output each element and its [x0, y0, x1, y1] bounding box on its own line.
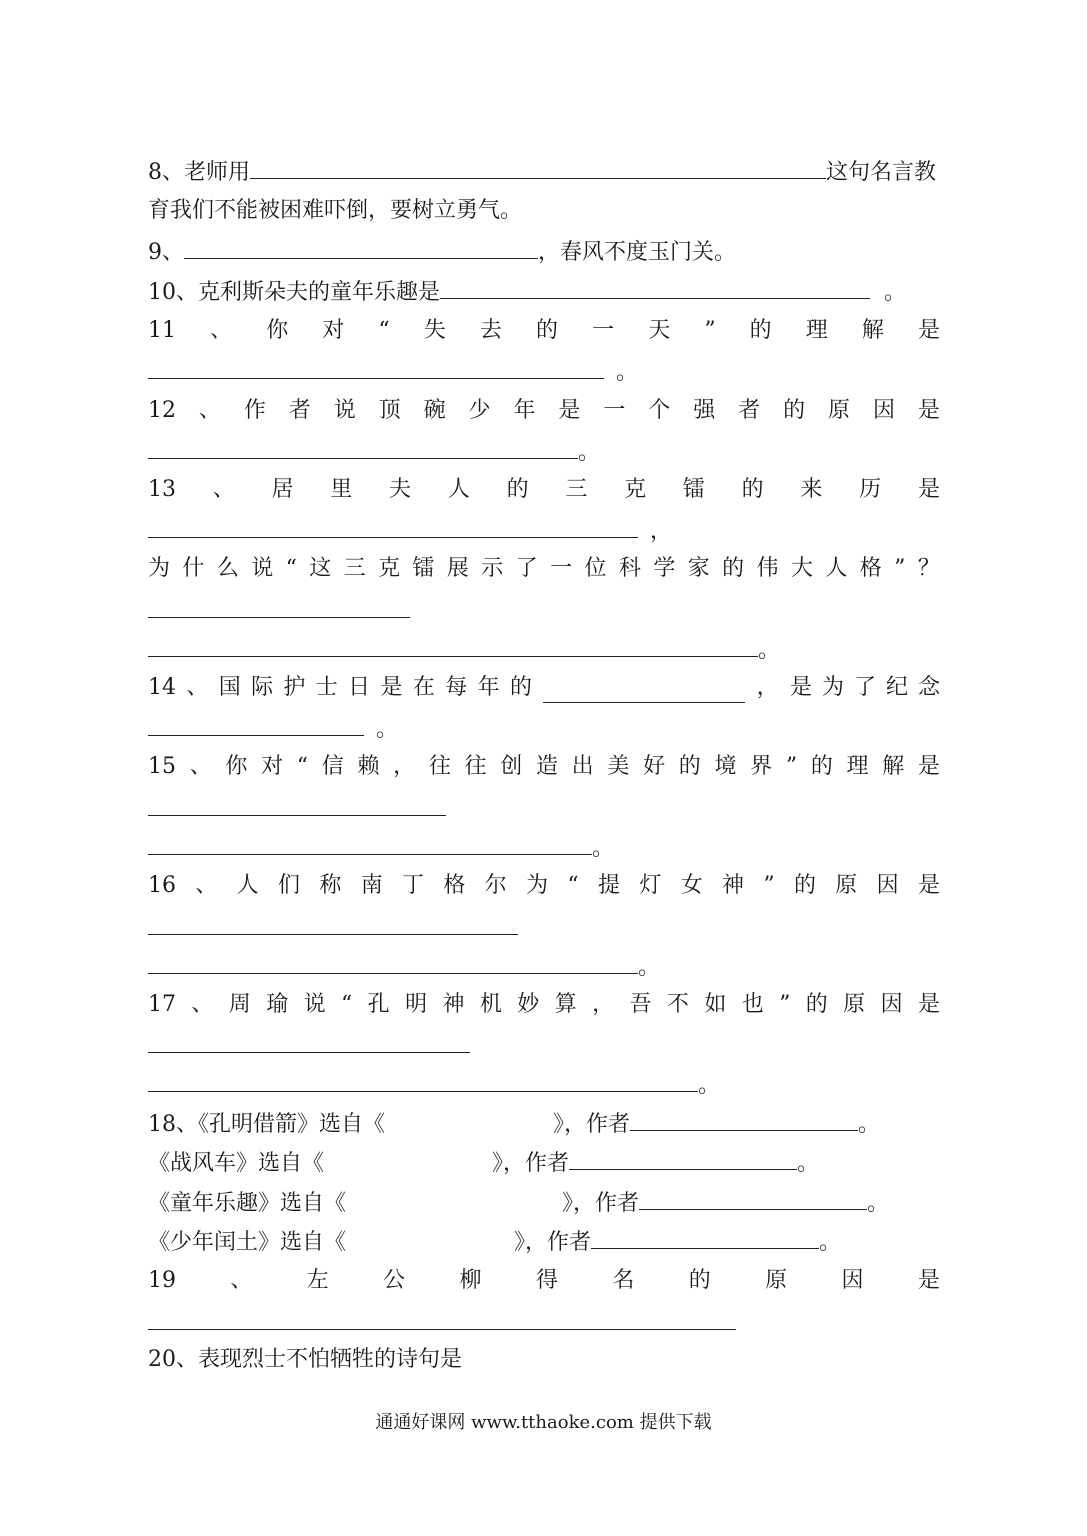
question-char: 顶	[378, 398, 401, 423]
question-char: 强	[693, 398, 716, 423]
blank[interactable]	[148, 713, 364, 736]
question-char: 出	[571, 754, 594, 779]
question-char: 天	[648, 318, 671, 343]
question-char: 来	[800, 477, 823, 502]
question-18-line2: 《战风车》选自《 》，作者 。	[148, 1147, 819, 1177]
question-char: 克	[624, 477, 647, 502]
question-19	[148, 1266, 940, 1296]
question-char: 原	[843, 992, 866, 1017]
question-char: 明	[405, 992, 428, 1017]
question-18-line1: 18、《孔明借箭》选自《 》，作者 。	[148, 1108, 880, 1138]
question-char: 是	[917, 873, 940, 898]
question-char: 赖	[357, 754, 380, 779]
question-17-answer: 。	[148, 1069, 720, 1099]
question-char: 是	[917, 754, 940, 779]
question-8-line1: 8、老师用 这句名言教	[148, 156, 936, 186]
question-char: 原	[828, 398, 851, 423]
blank[interactable]	[250, 156, 826, 179]
question-char: 在	[412, 675, 435, 700]
question-char: 的	[506, 477, 529, 502]
question-char: 三	[565, 477, 588, 502]
question-char: 的	[509, 675, 532, 700]
question-char: “	[567, 873, 579, 898]
question-char: 15	[148, 754, 176, 779]
blank[interactable]	[569, 1147, 797, 1170]
question-14: 14 、 国 际 护 士 日 是 在 每 年 的 ， 是 为 了 纪 念	[148, 673, 940, 703]
question-char: 不	[666, 992, 689, 1017]
question-char: 算	[554, 992, 577, 1017]
question-char: 、	[186, 675, 209, 700]
question-char: 你	[225, 754, 248, 779]
question-char: 左	[306, 1268, 329, 1293]
question-char: 什	[182, 556, 205, 581]
question-char: “	[296, 754, 309, 779]
question-char: 、	[230, 1268, 253, 1293]
question-char: 创	[500, 754, 523, 779]
question-char: 是	[917, 1268, 940, 1293]
question-char: 11	[148, 318, 176, 343]
question-char: 因	[872, 398, 895, 423]
question-char: ，	[592, 992, 615, 1017]
blank[interactable]	[148, 934, 518, 935]
question-char: 每	[445, 675, 468, 700]
question-11-answer: 。	[148, 356, 638, 386]
question-char: 学	[653, 556, 676, 581]
question-char: 得	[535, 1268, 558, 1293]
question-char: 的	[678, 754, 701, 779]
blank[interactable]	[148, 634, 758, 657]
question-char: ”	[894, 556, 906, 581]
question-char: 里	[330, 477, 353, 502]
blank[interactable]	[148, 356, 604, 379]
question-char: 为	[526, 873, 549, 898]
question-char: 的	[810, 754, 833, 779]
question-char: 周	[228, 992, 251, 1017]
question-12-answer: 。	[148, 436, 600, 466]
question-char: 机	[479, 992, 502, 1017]
question-char: 因	[876, 873, 899, 898]
question-char: 妙	[517, 992, 540, 1017]
question-char: 13	[148, 477, 176, 502]
question-char: 士	[315, 675, 338, 700]
question-char: 了	[853, 675, 876, 700]
question-char: 、	[189, 754, 212, 779]
question-16	[148, 871, 940, 901]
question-char: 是	[917, 992, 940, 1017]
blank[interactable]	[148, 1069, 698, 1092]
question-char: 一	[603, 398, 626, 423]
question-char: 的	[805, 992, 828, 1017]
blank[interactable]	[148, 951, 638, 974]
question-char: 际	[251, 675, 274, 700]
question-char: 是	[917, 477, 940, 502]
question-char: 解	[882, 754, 905, 779]
blank[interactable]	[639, 1187, 867, 1210]
question-char: 柳	[459, 1268, 482, 1293]
question-char: 的	[722, 556, 745, 581]
question-char: 这	[309, 556, 332, 581]
question-char: 护	[283, 675, 306, 700]
question-char: 、	[195, 873, 218, 898]
question-char: 也	[741, 992, 764, 1017]
blank[interactable]	[440, 276, 870, 299]
question-char: 的	[749, 318, 772, 343]
question-char: 、	[191, 992, 214, 1017]
question-char: 理	[846, 754, 869, 779]
question-char: “	[341, 992, 353, 1017]
blank[interactable]	[148, 815, 446, 816]
question-char: 吾	[629, 992, 652, 1017]
question-char: 尔	[484, 873, 507, 898]
question-char: 历	[859, 477, 882, 502]
question-13-answer: ，	[148, 515, 672, 545]
question-char: 镭	[412, 556, 435, 581]
question-char: 原	[835, 873, 858, 898]
question-char: 么	[216, 556, 239, 581]
question-char: 对	[261, 754, 284, 779]
question-char: 女	[680, 873, 703, 898]
question-char: 19	[148, 1268, 176, 1293]
question-char: 16	[148, 873, 176, 898]
question-char: 名	[612, 1268, 635, 1293]
question-12	[148, 396, 940, 426]
question-8-line2: 育我们不能被困难吓倒，要树立勇气。	[148, 198, 523, 223]
question-15	[148, 752, 940, 782]
question-char: 孔	[367, 992, 390, 1017]
question-13-line2	[148, 554, 940, 584]
blank[interactable]	[148, 515, 638, 538]
question-char: 作	[243, 398, 266, 423]
question-16-answer: 。	[148, 951, 660, 981]
question-char: 示	[481, 556, 504, 581]
question-char: 好	[643, 754, 666, 779]
question-char: 、	[210, 318, 233, 343]
question-char: 因	[880, 992, 903, 1017]
question-char: 称	[319, 873, 342, 898]
question-char: 了	[515, 556, 538, 581]
question-10: 10、克利斯朵夫的童年乐趣是 。	[148, 276, 906, 306]
question-char: 、	[198, 398, 221, 423]
question-char: 人	[825, 556, 848, 581]
question-13	[148, 475, 940, 505]
question-char: 碗	[423, 398, 446, 423]
question-char: 人	[236, 873, 259, 898]
question-char: 造	[535, 754, 558, 779]
question-char: 者	[288, 398, 311, 423]
question-char: 居	[271, 477, 294, 502]
question-char: 界	[750, 754, 773, 779]
question-char: 神	[722, 873, 745, 898]
blank[interactable]	[148, 1052, 470, 1053]
question-char: 的	[535, 318, 558, 343]
question-char: 提	[598, 873, 621, 898]
question-char: 往	[464, 754, 487, 779]
question-char: 个	[648, 398, 671, 423]
question-char: 信	[321, 754, 344, 779]
question-char: 往	[428, 754, 451, 779]
question-char: 科	[618, 556, 641, 581]
question-char: ”	[785, 754, 798, 779]
blank[interactable]	[148, 436, 578, 459]
blank[interactable]	[630, 1108, 858, 1131]
question-char: 者	[738, 398, 761, 423]
question-char: 境	[714, 754, 737, 779]
question-14-answer: 。	[148, 713, 398, 743]
blank[interactable]	[148, 832, 592, 855]
question-char: ”	[763, 873, 775, 898]
question-9: 9、 ，春风不度玉门关。	[148, 236, 736, 266]
question-char: 是	[917, 398, 940, 423]
question-char: 的	[688, 1268, 711, 1293]
question-char: 三	[343, 556, 366, 581]
question-char: 格	[859, 556, 882, 581]
question-char: 格	[443, 873, 466, 898]
question-char: 日	[348, 675, 371, 700]
question-char: 公	[383, 1268, 406, 1293]
question-char: 去	[479, 318, 502, 343]
question-char: 如	[704, 992, 727, 1017]
question-char: 是	[790, 675, 813, 700]
blank[interactable]	[148, 1329, 736, 1330]
question-char: 纪	[885, 675, 908, 700]
question-char: 14	[148, 675, 176, 700]
question-char: 为	[148, 556, 171, 581]
question-char: 国	[218, 675, 241, 700]
question-char: 瑜	[266, 992, 289, 1017]
question-char: 理	[805, 318, 828, 343]
question-char: 南	[360, 873, 383, 898]
blank[interactable]	[591, 1226, 819, 1249]
question-char: 丁	[402, 873, 425, 898]
question-char: 你	[266, 318, 289, 343]
question-11	[148, 316, 940, 346]
question-char: 说	[303, 992, 326, 1017]
question-char: 、	[212, 477, 235, 502]
question-char: ？	[917, 556, 940, 581]
question-char: 失	[423, 318, 446, 343]
blank[interactable]	[184, 236, 538, 259]
question-17	[148, 990, 940, 1020]
question-char: 的	[783, 398, 806, 423]
question-char: 12	[148, 398, 176, 423]
question-char: 灯	[639, 873, 662, 898]
question-char: 位	[584, 556, 607, 581]
page-footer: 通通好课网 www.tthaoke.com 提供下载	[375, 1412, 712, 1433]
question-char: 少	[468, 398, 491, 423]
question-char: 是	[558, 398, 581, 423]
question-20: 20、表现烈士不怕牺牲的诗句是	[148, 1347, 462, 1372]
question-char: 一	[550, 556, 573, 581]
question-char: 大	[790, 556, 813, 581]
question-char: 们	[278, 873, 301, 898]
question-char: 对	[322, 318, 345, 343]
blank[interactable]	[543, 680, 745, 703]
question-char: 镭	[682, 477, 705, 502]
question-char: ”	[779, 992, 791, 1017]
question-18-line4: 《少年闰土》选自《 》，作者 。	[148, 1226, 841, 1256]
question-char: 神	[442, 992, 465, 1017]
question-char: 克	[378, 556, 401, 581]
question-char: 因	[841, 1268, 864, 1293]
question-18-line3: 《童年乐趣》选自《 》，作者 。	[148, 1187, 889, 1217]
question-char: 解	[861, 318, 884, 343]
question-char: 是	[380, 675, 403, 700]
question-char: 说	[251, 556, 274, 581]
question-char: 说	[333, 398, 356, 423]
question-char: 的	[793, 873, 816, 898]
question-13-answer2: 。	[148, 634, 780, 664]
question-char: 年	[477, 675, 500, 700]
question-char: 念	[917, 675, 940, 700]
question-char: 年	[513, 398, 536, 423]
question-char: 是	[917, 318, 940, 343]
question-char: 夫	[389, 477, 412, 502]
blank[interactable]	[148, 617, 410, 618]
question-char: 的	[741, 477, 764, 502]
question-char: 人	[447, 477, 470, 502]
question-char: “	[378, 318, 390, 343]
question-char: 伟	[756, 556, 779, 581]
question-char: 17	[148, 992, 176, 1017]
question-char: ”	[704, 318, 716, 343]
question-char: 原	[765, 1268, 788, 1293]
question-15-answer: 。	[148, 832, 614, 862]
question-char: ，	[393, 754, 416, 779]
question-char: “	[285, 556, 297, 581]
question-char: 美	[607, 754, 630, 779]
question-char: 为	[821, 675, 844, 700]
question-char: 家	[687, 556, 710, 581]
question-char: 展	[446, 556, 469, 581]
question-char: 一	[592, 318, 615, 343]
